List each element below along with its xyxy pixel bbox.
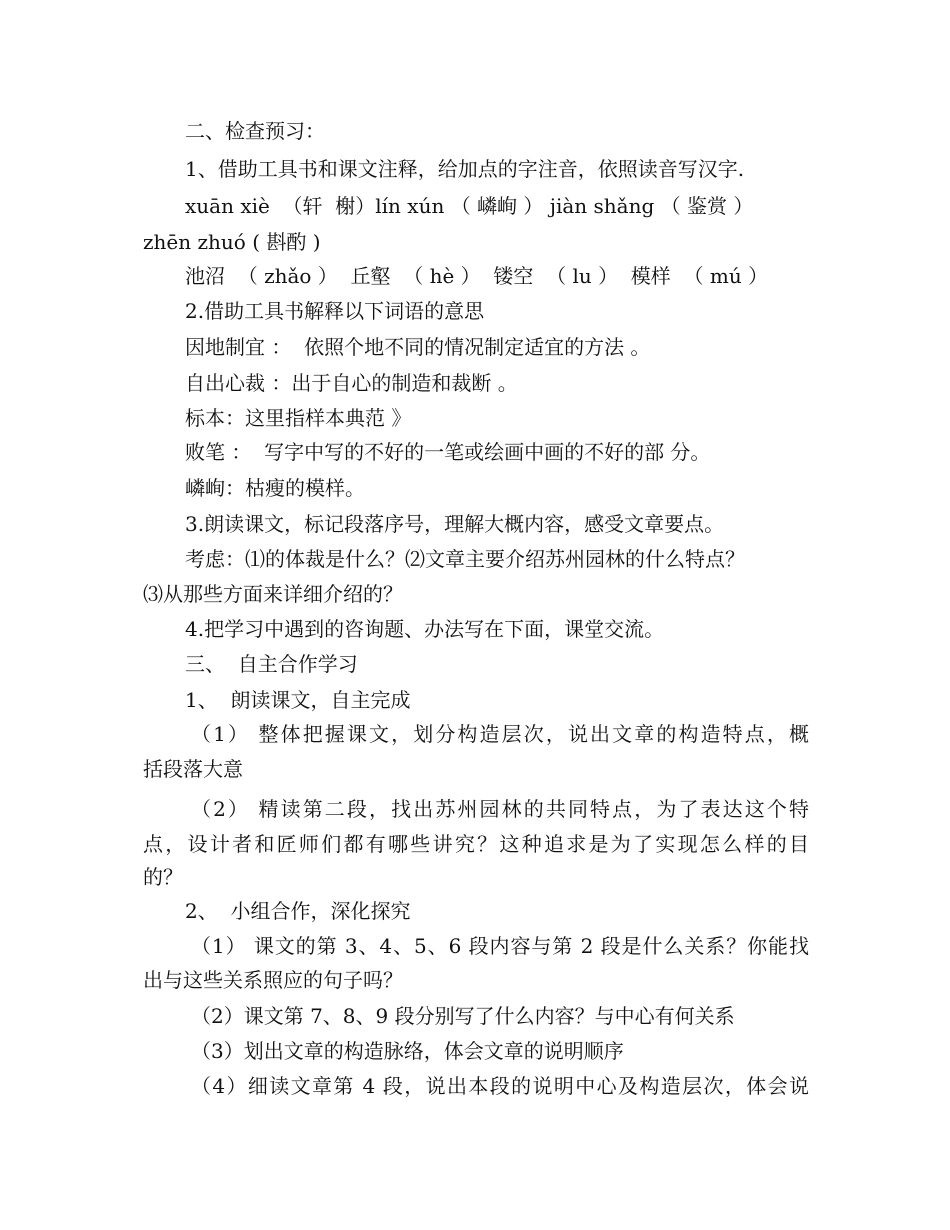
pinyin-row-2: zhēn zhuó ( 斟酌 ) <box>143 230 321 254</box>
task-1-pinyin: 1、借助工具书和课文注释，给加点的字注音，依照读音写汉字. <box>185 157 745 181</box>
definition-biaoben: 标本：这里指样本典范 》 <box>185 406 412 430</box>
definition-linxun: 嶙峋：枯瘦的模样。 <box>185 476 365 500</box>
item-2-1-cont: 出与这些关系照应的句子吗？ <box>143 968 403 992</box>
item-2-4: （4）细读文章第 4 段，说出本段的说明中心及构造层次，体会说 <box>191 1074 809 1098</box>
task-3-questions-cont: ⑶从那些方面来详细介绍的？ <box>143 582 403 606</box>
subsection-1-reading: 1、 朗读课文，自主完成 <box>185 688 411 712</box>
definition-yindizhiyi: 因地制宜 ： 依照个地不同的情况制定适宜的方法 。 <box>185 335 651 359</box>
definition-baibi: 败笔 ： 写字中写的不好的一笔或绘画中画的不好的部 分。 <box>185 440 711 464</box>
task-3-reading: 3.朗读课文，标记段落序号，理解大概内容，感受文章要点。 <box>185 512 725 536</box>
item-2-2: （2）课文第 7、8、9 段分别写了什么内容？与中心有何关系 <box>191 1004 735 1028</box>
pinyin-row-1: xuān xiè （轩 榭）lín xún （ 嶙峋 ） jiàn shǎng （ 鉴赏 ） <box>185 194 754 218</box>
task-2-vocabulary: 2.借助工具书解释以下词语的意思 <box>185 299 485 323</box>
definition-zichuxincai: 自出心裁 ：出于自心的制造和裁断 。 <box>185 371 518 395</box>
item-1-1: （1） 整体把握课文，划分构造层次，说出文章的构造特点，概 <box>191 722 809 746</box>
item-2-3: （3）划出文章的构造脉络，体会文章的说明顺序 <box>191 1039 624 1063</box>
item-1-2-cont: 点，设计者和匠师们都有哪些讲究？这种追求是为了实现怎么样的目 <box>143 832 809 856</box>
section-heading-preview-check: 二、检查预习： <box>185 119 325 143</box>
item-1-2-end: 的？ <box>143 865 183 889</box>
section-heading-cooperative-learning: 三、 自主合作学习 <box>185 652 358 676</box>
pinyin-row-3: 池沼 （ zhǎo ） 丘壑 （ hè ） 镂空 （ lu ） 模样 （ mú ） <box>185 264 769 288</box>
item-2-1: （1） 课文的第 3、4、5、6 段内容与第 2 段是什么关系？你能找 <box>191 934 809 958</box>
task-4-questions: 4.把学习中遇到的咨询题、办法写在下面，课堂交流。 <box>185 617 665 641</box>
subsection-2-group-work: 2、 小组合作，深化探究 <box>185 899 411 923</box>
item-1-1-cont: 括段落大意 <box>143 757 243 781</box>
task-3-questions: 考虑：⑴的体裁是什么？⑵文章主要介绍苏州园林的什么特点？ <box>185 547 745 571</box>
item-1-2: （2） 精读第二段，找出苏州园林的共同特点，为了表达这个特 <box>191 797 809 821</box>
